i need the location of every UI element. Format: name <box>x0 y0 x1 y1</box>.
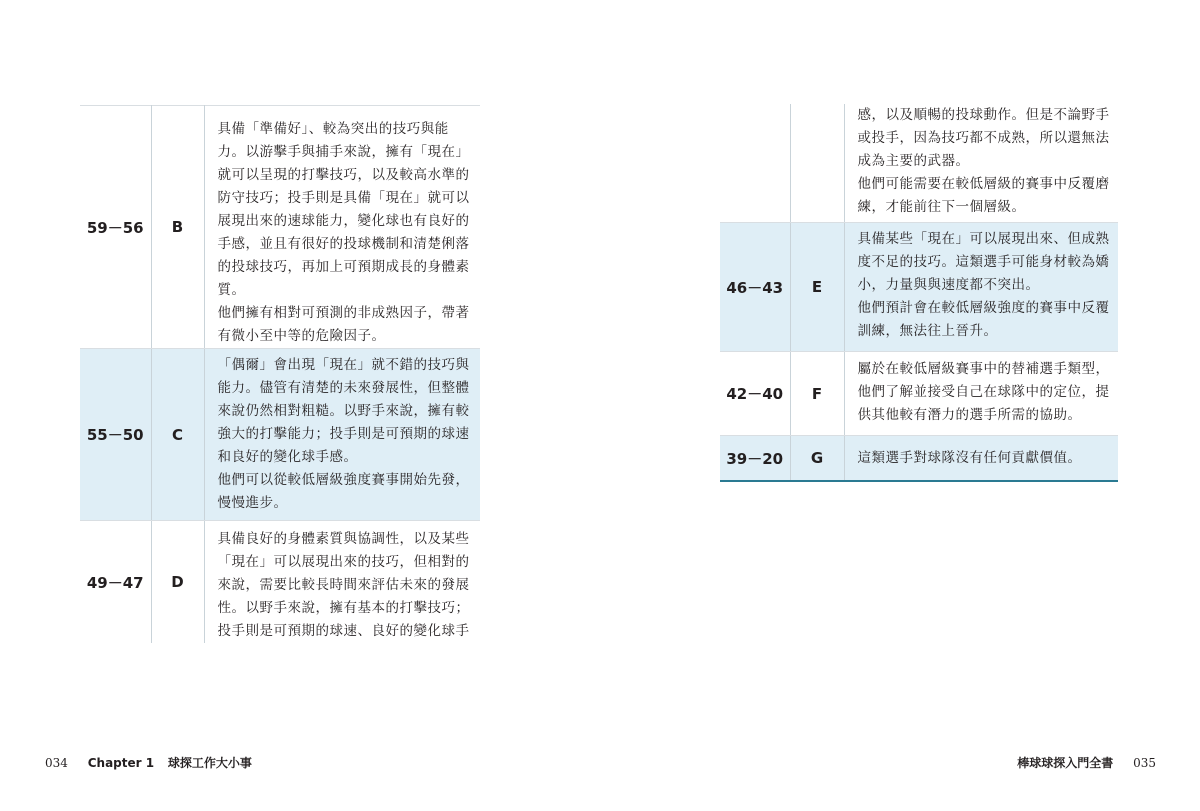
description-line: 就可以呈現的打擊技巧，以及較高水準的 <box>217 167 470 183</box>
description-line: 他們預計會在較低層級強度的賽事中反覆 <box>857 300 1110 316</box>
description-line: 具備「準備好」、較為突出的技巧與能 <box>217 121 449 137</box>
grade-letter: E <box>790 223 844 352</box>
description-line: 訓練，無法往上晉升。 <box>857 323 998 339</box>
score-range: 39－20 <box>720 436 790 482</box>
grade-description <box>844 352 1118 436</box>
grade-letter <box>790 104 844 223</box>
description-line: 具備良好的身體素質與協調性，以及某些 <box>217 531 470 547</box>
description-line: 「現在」可以展現出來的技巧，但相對的 <box>217 554 470 570</box>
description-line: 的投球技巧，再加上可預期成長的身體素 <box>217 259 470 275</box>
description-line: 能力。儘管有清楚的未來發展性，但整體 <box>217 380 470 396</box>
right-page-number: 035 <box>1133 756 1156 770</box>
description-line: 手感，並且有很好的投球機制和清楚俐落 <box>217 236 470 252</box>
rating-row-f <box>720 352 1118 436</box>
description-line: 供其他較有潛力的選手所需的協助。 <box>857 407 1082 423</box>
description-line: 來說，需要比較長時間來評估未來的發展 <box>217 577 470 593</box>
rating-row-g <box>720 436 1118 482</box>
score-range: 46－43 <box>720 223 790 352</box>
grade-description <box>204 106 480 349</box>
description-line: 來說仍然相對粗糙。以野手來說，擁有較 <box>217 403 470 419</box>
description-line: 或投手，因為技巧都不成熟，所以還無法 <box>857 130 1110 146</box>
grade-description <box>204 521 480 644</box>
description-line: 質。 <box>217 282 246 298</box>
left-page-number: 034 <box>45 756 68 770</box>
grade-letter: F <box>790 352 844 436</box>
rating-row-c <box>80 349 480 521</box>
grade-letter: B <box>151 106 204 349</box>
grade-letter: D <box>151 521 204 644</box>
chapter-label: Chapter 1 <box>87 756 155 770</box>
grade-description <box>844 436 1118 482</box>
description-line: 度不足的技巧。這類選手可能身材較為嬌 <box>857 254 1110 270</box>
score-range: 59－56 <box>80 106 151 349</box>
grade-letter: C <box>151 349 204 521</box>
score-range: 42－40 <box>720 352 790 436</box>
description-line: 力。以游擊手與捕手來說，擁有「現在」 <box>217 144 470 160</box>
description-line: 具備某些「現在」可以展現出來、但成熟 <box>857 231 1110 247</box>
description-line: 強大的打擊能力；投手則是可預期的球速 <box>217 426 470 442</box>
description-line: 成為主要的武器。 <box>857 153 970 169</box>
grade-description <box>844 223 1118 352</box>
grade-description <box>844 104 1118 223</box>
description-line: 他們可能需要在較低層級的賽事中反覆磨 <box>857 176 1110 192</box>
description-line: 有微小至中等的危險因子。 <box>217 328 386 344</box>
rating-row-b <box>80 106 480 349</box>
description-line: 他們擁有相對可預測的非成熟因子，帶著 <box>217 305 470 321</box>
chapter-title: 球探工作大小事 <box>167 756 252 770</box>
rating-row-d-continued <box>720 104 1118 223</box>
score-range <box>720 104 790 223</box>
grade-letter: G <box>790 436 844 482</box>
description-line: 小，力量與與速度都不突出。 <box>857 277 1040 293</box>
score-range: 55－50 <box>80 349 151 521</box>
description-line: 他們可以從較低層級強度賽事開始先發， <box>217 472 470 488</box>
rating-row-e <box>720 223 1118 352</box>
description-line: 性。以野手來說，擁有基本的打擊技巧； <box>217 600 470 616</box>
score-range: 49－47 <box>80 521 151 644</box>
description-line: 他們了解並接受自己在球隊中的定位，提 <box>857 384 1110 400</box>
description-line: 這類選手對球隊沒有任何貢獻價值。 <box>857 449 1082 466</box>
description-line: 慢慢進步。 <box>217 495 288 511</box>
grade-description <box>204 349 480 521</box>
description-line: 和良好的變化球手感。 <box>217 449 358 465</box>
description-line: 投手則是可預期的球速、良好的變化球手 <box>217 623 470 639</box>
left-rating-table <box>80 105 480 643</box>
description-line: 屬於在較低層級賽事中的替補選手類型， <box>857 361 1110 377</box>
description-line: 展現出來的速球能力，變化球也有良好的 <box>217 213 470 229</box>
description-line: 「偶爾」會出現「現在」就不錯的技巧與 <box>217 357 470 373</box>
left-page-footer <box>45 754 252 771</box>
book-title: 棒球球探入門全書 <box>1017 756 1114 770</box>
description-line: 練，才能前往下一個層級。 <box>857 199 1026 215</box>
description-line: 防守技巧；投手則是具備「現在」就可以 <box>217 190 470 206</box>
right-page-footer <box>1017 754 1156 771</box>
rating-row-d <box>80 521 480 644</box>
right-rating-table <box>720 104 1118 482</box>
description-line: 感，以及順暢的投球動作。但是不論野手 <box>857 107 1110 123</box>
